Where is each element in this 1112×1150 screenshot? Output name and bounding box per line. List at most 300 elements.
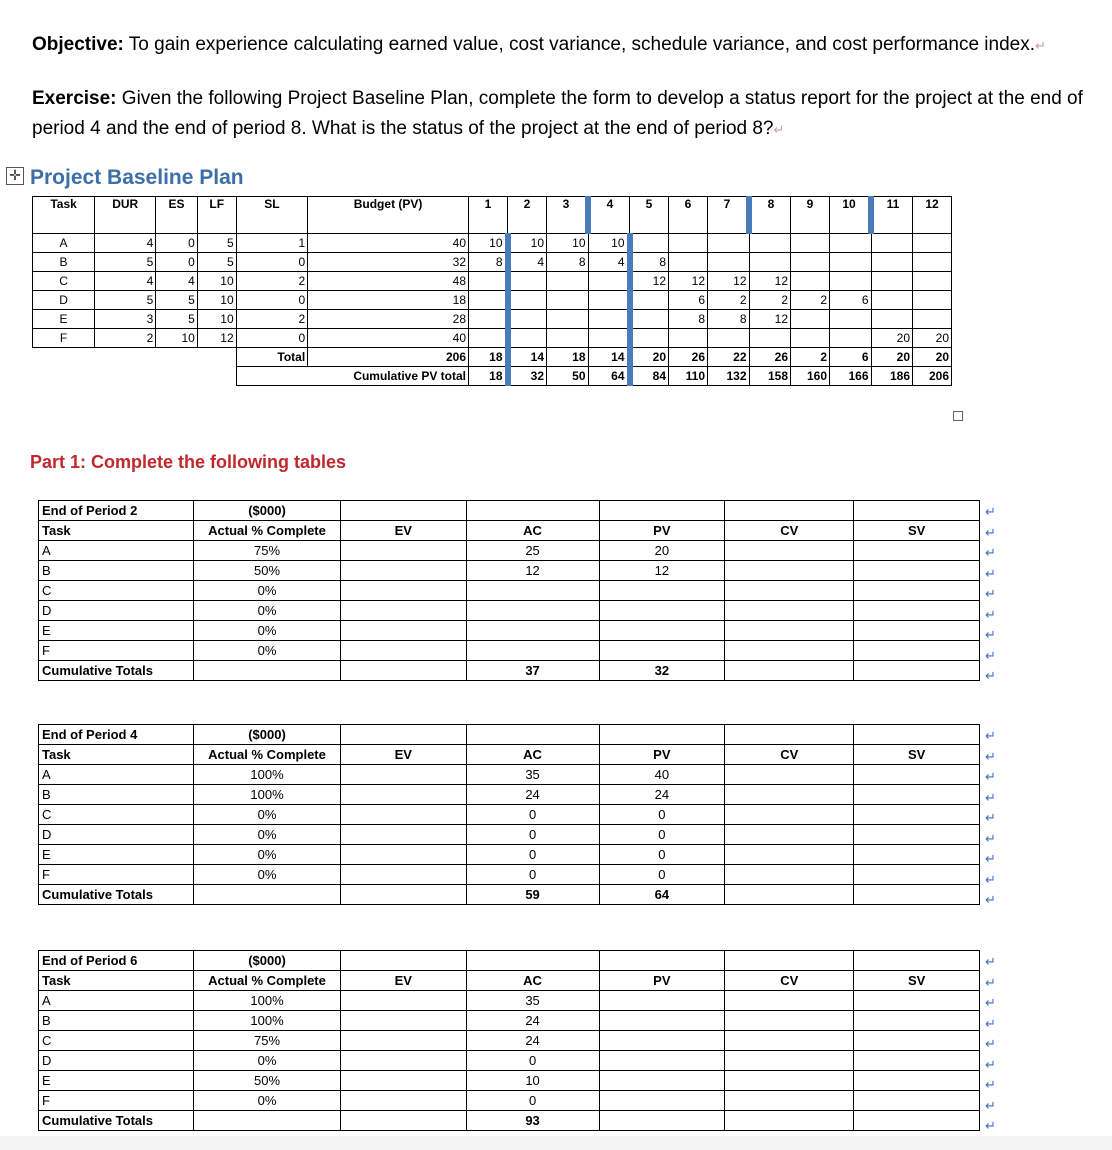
period-value-cell: 4 bbox=[588, 253, 630, 272]
pv-cell: 0 bbox=[599, 805, 725, 825]
es-cell: 4 bbox=[156, 272, 197, 291]
empty-cell bbox=[466, 725, 599, 745]
plan-header-4: SL bbox=[236, 197, 308, 234]
period-value-cell bbox=[871, 291, 913, 310]
period-value-cell bbox=[871, 253, 913, 272]
exercise-label: Exercise: bbox=[32, 88, 117, 109]
ac-total: 59 bbox=[466, 885, 599, 905]
period-value-cell: 20 bbox=[871, 329, 913, 348]
ev-input-cell bbox=[341, 601, 467, 621]
period-value-cell: 12 bbox=[708, 272, 750, 291]
pv-cell bbox=[599, 1091, 725, 1111]
sl-cell: 1 bbox=[236, 234, 308, 253]
period-value-cell bbox=[469, 291, 508, 310]
ac-cell bbox=[466, 641, 599, 661]
ev-input-cell bbox=[341, 621, 467, 641]
period-value-cell bbox=[547, 272, 589, 291]
ac-cell bbox=[466, 601, 599, 621]
row-end-marks: ↵ ↵ ↵ ↵ ↵ ↵ ↵ ↵ ↵ bbox=[985, 954, 996, 1133]
pv-cell: 40 bbox=[599, 765, 725, 785]
objective-label: Objective: bbox=[32, 34, 124, 55]
plan-title: Project Baseline Plan bbox=[30, 166, 244, 189]
period-header: 7 bbox=[708, 197, 750, 234]
period-value-cell: 10 bbox=[508, 234, 547, 253]
period-value-cell bbox=[630, 291, 669, 310]
lf-cell: 10 bbox=[197, 291, 236, 310]
period-row bbox=[39, 785, 980, 805]
cv-input-cell bbox=[725, 581, 854, 601]
sv-input-cell bbox=[854, 541, 980, 561]
column-header-ac: AC bbox=[466, 521, 599, 541]
column-header-ev: EV bbox=[341, 745, 467, 765]
ac-cell: 24 bbox=[466, 785, 599, 805]
task-cell: A bbox=[39, 991, 194, 1011]
period-value-cell bbox=[669, 234, 708, 253]
period-value-cell: 20 bbox=[913, 329, 952, 348]
period-value-cell bbox=[508, 291, 547, 310]
period-value-cell bbox=[547, 310, 589, 329]
period-value-cell bbox=[708, 329, 750, 348]
period-row bbox=[39, 561, 980, 581]
exercise-paragraph bbox=[32, 84, 1092, 145]
period-value-cell bbox=[508, 310, 547, 329]
sv-total-cell bbox=[854, 1111, 980, 1131]
ac-cell: 24 bbox=[466, 1031, 599, 1051]
dur-cell: 4 bbox=[95, 272, 156, 291]
period-value-cell: 10 bbox=[588, 234, 630, 253]
task-cell: D bbox=[39, 825, 194, 845]
pct-cell: 100% bbox=[194, 765, 341, 785]
empty-cell bbox=[854, 951, 980, 971]
sv-input-cell bbox=[854, 825, 980, 845]
ac-cell bbox=[466, 621, 599, 641]
period-value-cell: 8 bbox=[669, 310, 708, 329]
ev-total-cell bbox=[341, 885, 467, 905]
pct-cell: 100% bbox=[194, 991, 341, 1011]
cv-input-cell bbox=[725, 641, 854, 661]
ac-total: 93 bbox=[466, 1111, 599, 1131]
exercise-text: Given the following Project Baseline Plan, complete the form to develop a status report for the project at the end of period 4 and the end of period 8. What is the status of the project at the end of period 8? bbox=[32, 88, 1083, 139]
period-header: 1 bbox=[469, 197, 508, 234]
cv-total-cell bbox=[725, 1111, 854, 1131]
period-total: 6 bbox=[830, 348, 872, 367]
task-cell: D bbox=[39, 601, 194, 621]
empty-cell bbox=[725, 501, 854, 521]
sv-input-cell bbox=[854, 581, 980, 601]
budget-cell: 32 bbox=[308, 253, 469, 272]
table-move-handle-icon[interactable]: ✛ bbox=[6, 167, 24, 185]
sv-input-cell bbox=[854, 1071, 980, 1091]
column-header-cv: CV bbox=[725, 745, 854, 765]
empty-cell bbox=[33, 348, 95, 367]
sl-cell: 2 bbox=[236, 310, 308, 329]
column-header-task: Task bbox=[39, 971, 194, 991]
sv-total-cell bbox=[854, 885, 980, 905]
sv-input-cell bbox=[854, 1091, 980, 1111]
baseline-plan-table bbox=[32, 196, 952, 386]
sv-input-cell bbox=[854, 1011, 980, 1031]
pv-cell: 20 bbox=[599, 541, 725, 561]
pv-cell bbox=[599, 1071, 725, 1091]
period-value-cell bbox=[871, 272, 913, 291]
column-header-pv: PV bbox=[599, 521, 725, 541]
column-header-task: Task bbox=[39, 521, 194, 541]
column-header-sv: SV bbox=[854, 971, 980, 991]
total-label: Total bbox=[236, 348, 308, 367]
period-value-cell: 8 bbox=[630, 253, 669, 272]
cv-input-cell bbox=[725, 845, 854, 865]
cv-input-cell bbox=[725, 541, 854, 561]
period-6-table bbox=[38, 950, 980, 1131]
period-value-cell bbox=[791, 272, 830, 291]
ac-cell: 0 bbox=[466, 1091, 599, 1111]
cv-input-cell bbox=[725, 825, 854, 845]
period-value-cell bbox=[913, 253, 952, 272]
cv-input-cell bbox=[725, 865, 854, 885]
period-row bbox=[39, 1031, 980, 1051]
task-cell: E bbox=[33, 310, 95, 329]
row-end-marks: ↵ ↵ ↵ ↵ ↵ ↵ ↵ ↵ ↵ bbox=[985, 728, 996, 907]
column-header-pct: Actual % Complete bbox=[194, 521, 341, 541]
sv-input-cell bbox=[854, 601, 980, 621]
task-cell: C bbox=[39, 805, 194, 825]
pv-cell: 0 bbox=[599, 825, 725, 845]
pv-total: 32 bbox=[599, 661, 725, 681]
table-resize-handle[interactable] bbox=[953, 411, 963, 421]
pct-cell: 50% bbox=[194, 561, 341, 581]
sv-total-cell bbox=[854, 661, 980, 681]
pv-cell bbox=[599, 641, 725, 661]
task-cell: E bbox=[39, 621, 194, 641]
cum-total: 206 bbox=[913, 367, 952, 386]
column-header-cv: CV bbox=[725, 971, 854, 991]
period-value-cell bbox=[588, 329, 630, 348]
empty-cell bbox=[854, 725, 980, 745]
sl-cell: 2 bbox=[236, 272, 308, 291]
ev-input-cell bbox=[341, 581, 467, 601]
period-4-table bbox=[38, 724, 980, 905]
cv-input-cell bbox=[725, 805, 854, 825]
period-value-cell: 2 bbox=[791, 291, 830, 310]
period-row bbox=[39, 865, 980, 885]
ev-input-cell bbox=[341, 1091, 467, 1111]
empty-cell bbox=[197, 348, 236, 367]
column-header-sv: SV bbox=[854, 521, 980, 541]
period-header: 6 bbox=[669, 197, 708, 234]
cum-total: 64 bbox=[588, 367, 630, 386]
period-value-cell bbox=[469, 329, 508, 348]
pv-total: 64 bbox=[599, 885, 725, 905]
pv-cell bbox=[599, 991, 725, 1011]
period-value-cell bbox=[588, 272, 630, 291]
task-cell: B bbox=[33, 253, 95, 272]
period-value-cell bbox=[791, 234, 830, 253]
cv-total-cell bbox=[725, 661, 854, 681]
period-header: 11 bbox=[871, 197, 913, 234]
task-cell: F bbox=[39, 1091, 194, 1111]
ev-input-cell bbox=[341, 1051, 467, 1071]
period-title: End of Period 6 bbox=[39, 951, 194, 971]
empty-cell bbox=[341, 725, 467, 745]
cum-total: 158 bbox=[749, 367, 791, 386]
dur-cell: 2 bbox=[95, 329, 156, 348]
task-cell: B bbox=[39, 1011, 194, 1031]
sl-cell: 0 bbox=[236, 253, 308, 272]
period-row bbox=[39, 1051, 980, 1071]
period-total: 20 bbox=[630, 348, 669, 367]
pct-total-cell bbox=[194, 661, 341, 681]
budget-cell: 28 bbox=[308, 310, 469, 329]
period-row bbox=[39, 1071, 980, 1091]
column-header-task: Task bbox=[39, 745, 194, 765]
pct-cell: 0% bbox=[194, 805, 341, 825]
period-value-cell bbox=[669, 329, 708, 348]
sv-input-cell bbox=[854, 621, 980, 641]
empty-cell bbox=[854, 501, 980, 521]
ev-input-cell bbox=[341, 1071, 467, 1091]
period-row bbox=[39, 991, 980, 1011]
ac-cell: 0 bbox=[466, 845, 599, 865]
cv-input-cell bbox=[725, 621, 854, 641]
ev-input-cell bbox=[341, 641, 467, 661]
cum-total: 166 bbox=[830, 367, 872, 386]
task-cell: F bbox=[39, 865, 194, 885]
lf-cell: 12 bbox=[197, 329, 236, 348]
period-value-cell bbox=[469, 272, 508, 291]
empty-cell bbox=[341, 501, 467, 521]
plan-row bbox=[33, 291, 952, 310]
cv-input-cell bbox=[725, 785, 854, 805]
period-value-cell bbox=[708, 253, 750, 272]
task-cell: C bbox=[33, 272, 95, 291]
task-cell: C bbox=[39, 581, 194, 601]
task-cell: A bbox=[33, 234, 95, 253]
sv-input-cell bbox=[854, 1051, 980, 1071]
ac-cell bbox=[466, 581, 599, 601]
ev-input-cell bbox=[341, 1031, 467, 1051]
part1-heading: Part 1: Complete the following tables bbox=[30, 452, 347, 472]
pv-total bbox=[599, 1111, 725, 1131]
period-value-cell bbox=[830, 272, 872, 291]
lf-cell: 5 bbox=[197, 234, 236, 253]
period-value-cell bbox=[791, 329, 830, 348]
task-cell: D bbox=[33, 291, 95, 310]
cv-total-cell bbox=[725, 885, 854, 905]
units-label: ($000) bbox=[194, 951, 341, 971]
pv-cell: 0 bbox=[599, 865, 725, 885]
empty-cell bbox=[599, 725, 725, 745]
pct-total-cell bbox=[194, 1111, 341, 1131]
pct-cell: 100% bbox=[194, 1011, 341, 1031]
period-row bbox=[39, 805, 980, 825]
page-bottom-edge bbox=[0, 1136, 1112, 1150]
units-label: ($000) bbox=[194, 725, 341, 745]
lf-cell: 10 bbox=[197, 310, 236, 329]
pv-cell bbox=[599, 1011, 725, 1031]
cum-total: 84 bbox=[630, 367, 669, 386]
period-value-cell: 12 bbox=[749, 310, 791, 329]
dur-cell: 3 bbox=[95, 310, 156, 329]
row-end-marks: ↵ ↵ ↵ ↵ ↵ ↵ ↵ ↵ ↵ bbox=[985, 504, 996, 683]
plan-header-3: LF bbox=[197, 197, 236, 234]
cv-input-cell bbox=[725, 561, 854, 581]
ev-input-cell bbox=[341, 865, 467, 885]
empty-cell bbox=[599, 951, 725, 971]
ac-cell: 10 bbox=[466, 1071, 599, 1091]
cum-total: 18 bbox=[469, 367, 508, 386]
column-header-pct: Actual % Complete bbox=[194, 971, 341, 991]
ac-cell: 35 bbox=[466, 991, 599, 1011]
period-value-cell bbox=[630, 310, 669, 329]
period-value-cell bbox=[588, 291, 630, 310]
empty-cell bbox=[599, 501, 725, 521]
pct-cell: 0% bbox=[194, 1091, 341, 1111]
period-total: 18 bbox=[469, 348, 508, 367]
period-value-cell: 12 bbox=[669, 272, 708, 291]
sv-input-cell bbox=[854, 865, 980, 885]
period-header: 5 bbox=[630, 197, 669, 234]
ev-input-cell bbox=[341, 765, 467, 785]
period-value-cell bbox=[871, 310, 913, 329]
cv-input-cell bbox=[725, 1091, 854, 1111]
task-cell: F bbox=[39, 641, 194, 661]
period-total: 14 bbox=[588, 348, 630, 367]
total-budget: 206 bbox=[308, 348, 469, 367]
ev-total-cell bbox=[341, 661, 467, 681]
period-value-cell: 10 bbox=[547, 234, 589, 253]
period-total: 20 bbox=[871, 348, 913, 367]
empty-cell bbox=[95, 367, 156, 386]
sv-input-cell bbox=[854, 1031, 980, 1051]
cv-input-cell bbox=[725, 601, 854, 621]
pct-cell: 0% bbox=[194, 621, 341, 641]
plan-row bbox=[33, 272, 952, 291]
period-header: 8 bbox=[749, 197, 791, 234]
period-value-cell bbox=[630, 234, 669, 253]
period-value-cell bbox=[469, 310, 508, 329]
period-title: End of Period 4 bbox=[39, 725, 194, 745]
task-cell: B bbox=[39, 561, 194, 581]
pv-cell bbox=[599, 1051, 725, 1071]
pct-cell: 75% bbox=[194, 1031, 341, 1051]
period-value-cell bbox=[749, 234, 791, 253]
pct-cell: 0% bbox=[194, 601, 341, 621]
ev-input-cell bbox=[341, 785, 467, 805]
period-row bbox=[39, 1091, 980, 1111]
cum-total: 186 bbox=[871, 367, 913, 386]
cumulative-totals-label: Cumulative Totals bbox=[39, 1111, 194, 1131]
pct-cell: 100% bbox=[194, 785, 341, 805]
empty-cell bbox=[33, 367, 95, 386]
cum-label: Cumulative PV total bbox=[236, 367, 468, 386]
es-cell: 10 bbox=[156, 329, 197, 348]
sv-input-cell bbox=[854, 991, 980, 1011]
pct-cell: 50% bbox=[194, 1071, 341, 1091]
period-value-cell bbox=[749, 253, 791, 272]
pct-cell: 0% bbox=[194, 865, 341, 885]
empty-cell bbox=[95, 348, 156, 367]
period-row bbox=[39, 621, 980, 641]
cv-input-cell bbox=[725, 1011, 854, 1031]
period-title: End of Period 2 bbox=[39, 501, 194, 521]
empty-cell bbox=[156, 367, 197, 386]
pv-cell: 24 bbox=[599, 785, 725, 805]
cv-input-cell bbox=[725, 1031, 854, 1051]
plan-header-1: DUR bbox=[95, 197, 156, 234]
dur-cell: 5 bbox=[95, 291, 156, 310]
objective-text: To gain experience calculating earned value, cost variance, schedule variance, and cost performance index. bbox=[123, 34, 1036, 55]
cv-input-cell bbox=[725, 991, 854, 1011]
period-total: 2 bbox=[791, 348, 830, 367]
sv-input-cell bbox=[854, 561, 980, 581]
ac-cell: 0 bbox=[466, 825, 599, 845]
column-header-ac: AC bbox=[466, 971, 599, 991]
ac-cell: 25 bbox=[466, 541, 599, 561]
pv-cell bbox=[599, 601, 725, 621]
pv-cell bbox=[599, 621, 725, 641]
pv-cell: 12 bbox=[599, 561, 725, 581]
paragraph-mark-icon: ↵ bbox=[1035, 38, 1046, 53]
task-cell: D bbox=[39, 1051, 194, 1071]
pct-total-cell bbox=[194, 885, 341, 905]
empty-cell bbox=[466, 501, 599, 521]
period-2-table bbox=[38, 500, 980, 681]
sl-cell: 0 bbox=[236, 291, 308, 310]
pct-cell: 0% bbox=[194, 825, 341, 845]
task-cell: A bbox=[39, 765, 194, 785]
cumulative-totals-label: Cumulative Totals bbox=[39, 885, 194, 905]
cv-input-cell bbox=[725, 765, 854, 785]
period-value-cell: 4 bbox=[508, 253, 547, 272]
es-cell: 5 bbox=[156, 310, 197, 329]
ev-input-cell bbox=[341, 1011, 467, 1031]
empty-cell bbox=[725, 951, 854, 971]
plan-header-2: ES bbox=[156, 197, 197, 234]
period-value-cell: 6 bbox=[830, 291, 872, 310]
sv-input-cell bbox=[854, 845, 980, 865]
pv-cell bbox=[599, 581, 725, 601]
period-value-cell bbox=[547, 291, 589, 310]
period-value-cell: 6 bbox=[669, 291, 708, 310]
task-cell: E bbox=[39, 845, 194, 865]
period-row bbox=[39, 765, 980, 785]
empty-cell bbox=[466, 951, 599, 971]
period-value-cell bbox=[669, 253, 708, 272]
ac-cell: 35 bbox=[466, 765, 599, 785]
cum-total: 50 bbox=[547, 367, 589, 386]
budget-cell: 40 bbox=[308, 234, 469, 253]
dur-cell: 4 bbox=[95, 234, 156, 253]
period-value-cell: 10 bbox=[469, 234, 508, 253]
period-value-cell bbox=[913, 234, 952, 253]
column-header-ev: EV bbox=[341, 521, 467, 541]
budget-cell: 18 bbox=[308, 291, 469, 310]
period-value-cell bbox=[508, 329, 547, 348]
ac-cell: 12 bbox=[466, 561, 599, 581]
plan-row bbox=[33, 253, 952, 272]
cumulative-totals-label: Cumulative Totals bbox=[39, 661, 194, 681]
period-value-cell bbox=[749, 329, 791, 348]
period-row bbox=[39, 601, 980, 621]
period-value-cell bbox=[830, 310, 872, 329]
period-value-cell: 8 bbox=[708, 310, 750, 329]
period-value-cell: 2 bbox=[749, 291, 791, 310]
sv-input-cell bbox=[854, 641, 980, 661]
column-header-cv: CV bbox=[725, 521, 854, 541]
cum-total: 110 bbox=[669, 367, 708, 386]
period-row bbox=[39, 845, 980, 865]
pct-cell: 0% bbox=[194, 845, 341, 865]
